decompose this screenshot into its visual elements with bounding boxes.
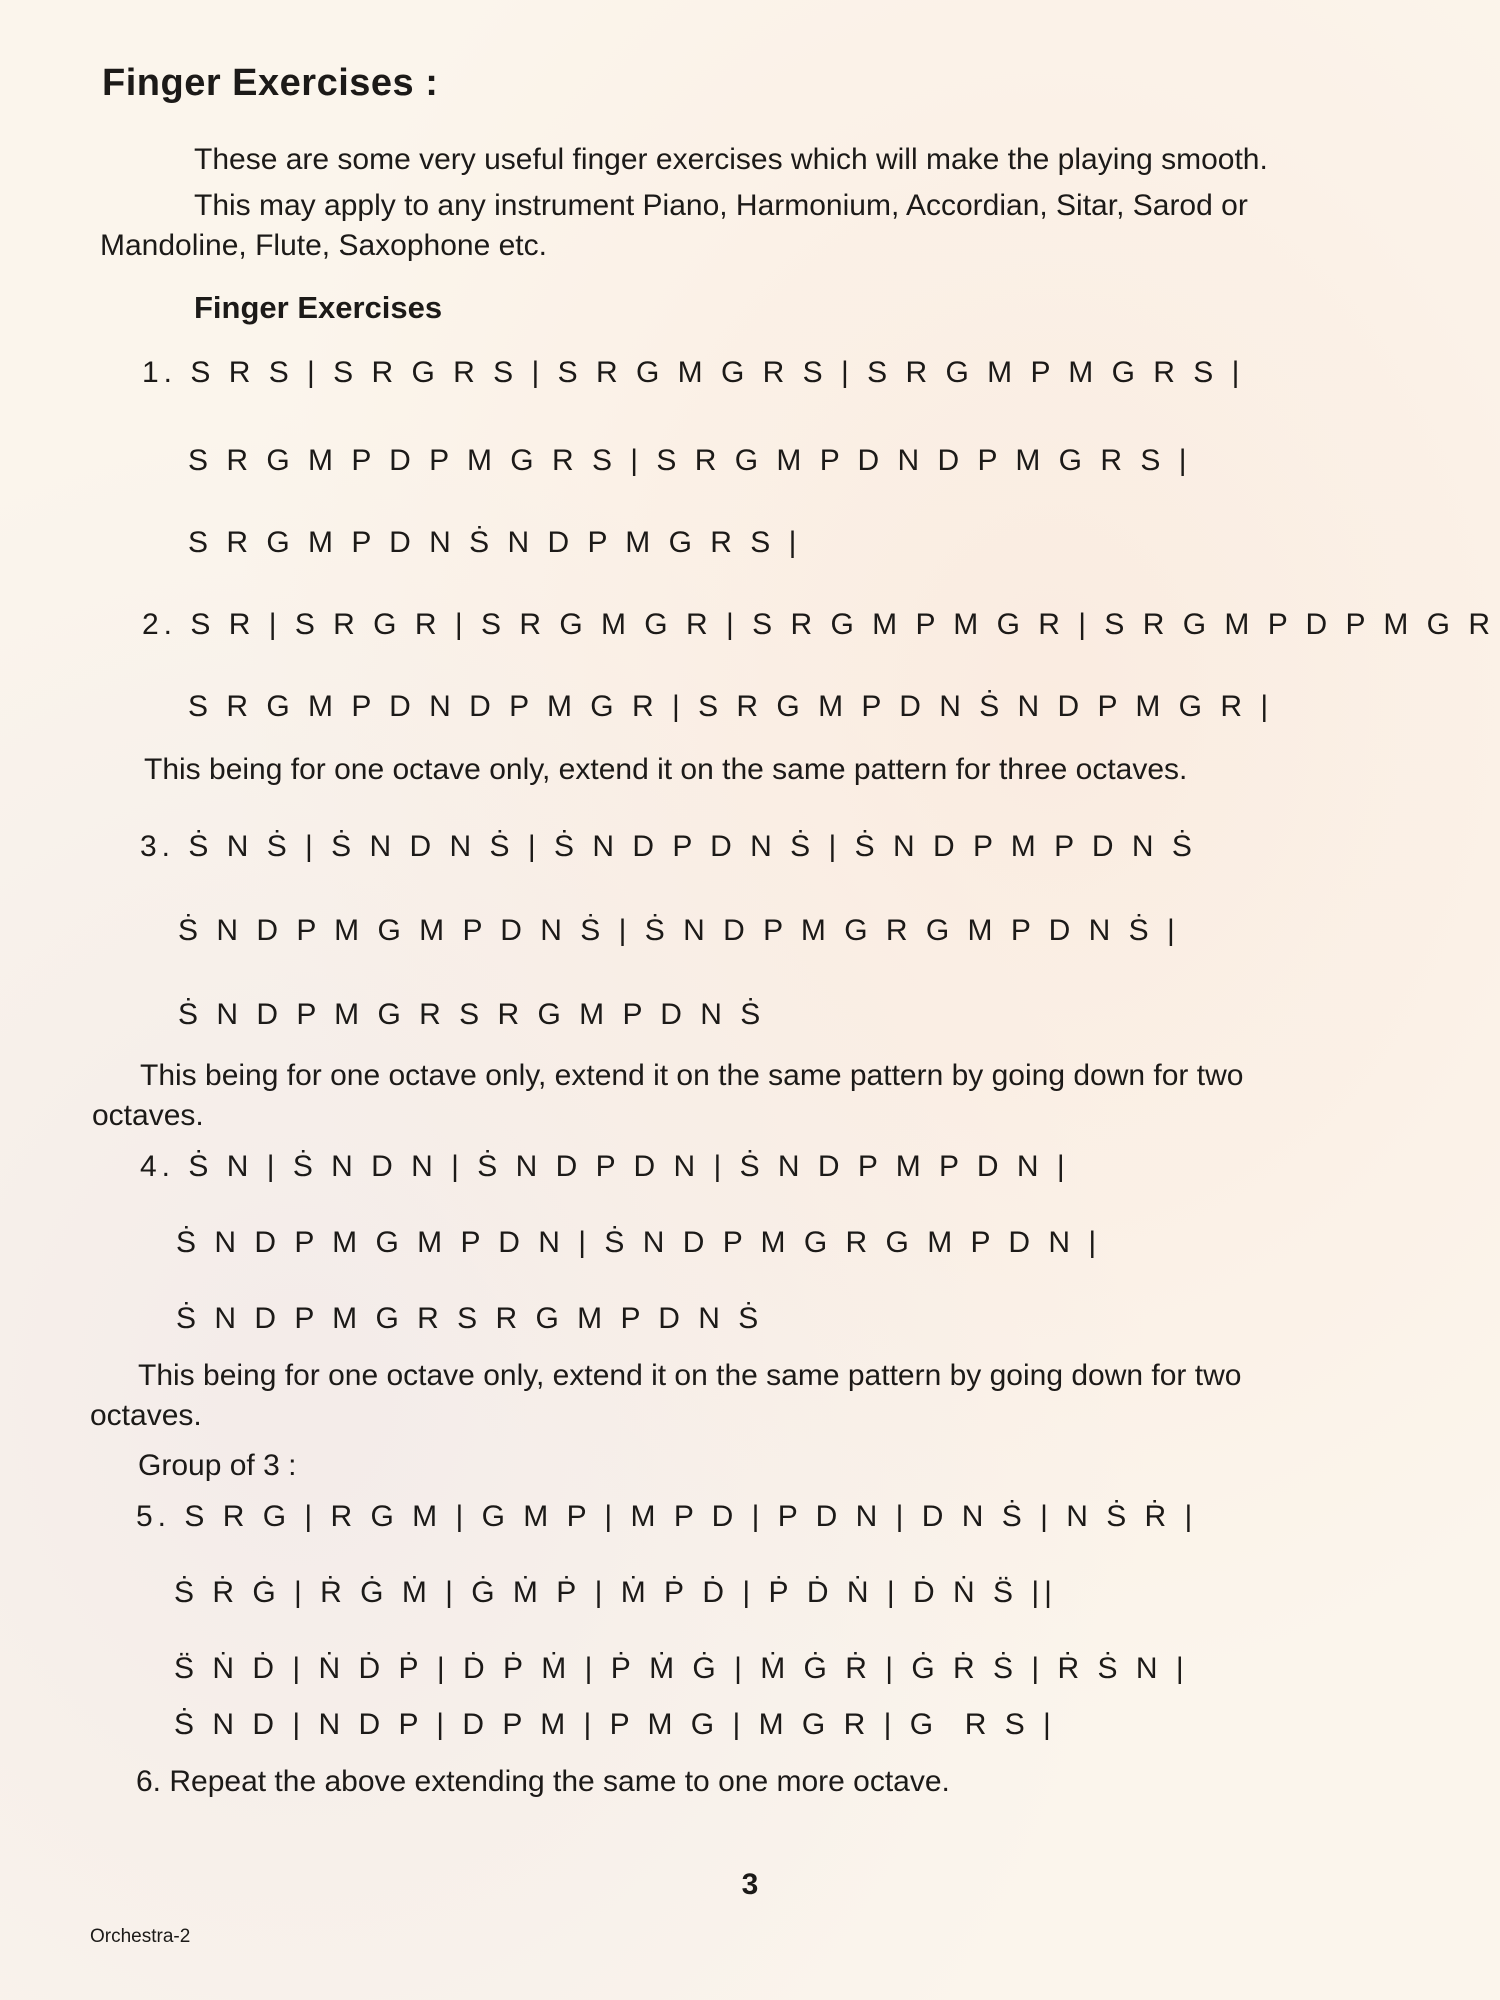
intro-line-1: These are some very useful finger exercises which will make the playing smooth. — [194, 143, 1268, 176]
footer-label: Orchestra-2 — [90, 1926, 191, 1947]
exercise-4-line-1: 4. Ṡ N | Ṡ N D N | Ṡ N D P D N | Ṡ N D P M P D N | — [140, 1150, 1070, 1183]
page-number: 3 — [741, 1868, 759, 1901]
exercise-3-line-1: 3. Ṡ N Ṡ | Ṡ N D N Ṡ | Ṡ N D P D N Ṡ | Ṡ N D P M P D N Ṡ — [140, 830, 1197, 863]
exercise-5-line-2: Ṡ Ṙ Ġ | Ṙ Ġ Ṁ | Ġ Ṁ Ṗ | Ṁ Ṗ Ḋ | Ṗ Ḋ Ṅ | Ḋ Ṅ S̈ || — [174, 1576, 1057, 1609]
group-of-3-label: Group of 3 : — [138, 1449, 297, 1482]
exercise-1-line-1: 1. S R S | S R G R S | S R G M G R S | S R G M P M G R S | — [142, 356, 1245, 389]
exercise-1-line-3: S R G M P D N Ṡ N D P M G R S | — [188, 526, 802, 559]
section-subtitle: Finger Exercises — [194, 290, 443, 325]
exercise-4-note: This being for one octave only, extend it on the same pattern by going down for two — [138, 1359, 1242, 1392]
exercise-5-line-4: Ṡ N D | N D P | D P M | P M G | M G R | G R S | — [174, 1708, 1056, 1741]
exercise-3-line-2: Ṡ N D P M G M P D N Ṡ | Ṡ N D P M G R G M P D N Ṡ | — [178, 914, 1180, 947]
exercise-1-line-2: S R G M P D P M G R S | S R G M P D N D P M G R S | — [188, 444, 1192, 477]
exercise-3-note: This being for one octave only, extend it on the same pattern by going down for two — [140, 1059, 1244, 1092]
intro-line-2: This may apply to any instrument Piano, Harmonium, Accordian, Sitar, Sarod or — [194, 189, 1248, 222]
exercise-3-note-cont: octaves. — [92, 1099, 204, 1132]
page-title: Finger Exercises : — [102, 62, 439, 104]
exercise-5-line-1: 5. S R G | R G M | G M P | M P D | P D N | D N Ṡ | N Ṡ Ṙ | — [136, 1500, 1198, 1533]
exercise-4-line-3: Ṡ N D P M G R S R G M P D N Ṡ — [176, 1302, 764, 1335]
exercise-2-line-2: S R G M P D N D P M G R | S R G M P D N Ṡ N D P M G R | — [188, 690, 1274, 723]
exercise-2-note: This being for one octave only, extend it on the same pattern for three octaves. — [144, 753, 1188, 786]
exercise-4-line-2: Ṡ N D P M G M P D N | Ṡ N D P M G R G M P D N | — [176, 1226, 1102, 1259]
intro-line-3: Mandoline, Flute, Saxophone etc. — [100, 229, 547, 262]
exercise-4-note-cont: octaves. — [90, 1399, 202, 1432]
exercise-5-line-3: S̈ Ṅ Ḋ | Ṅ Ḋ Ṗ | Ḋ Ṗ Ṁ | Ṗ Ṁ Ġ | Ṁ Ġ Ṙ | Ġ Ṙ Ṡ | Ṙ Ṡ N | — [174, 1652, 1189, 1685]
exercise-2-line-1: 2. S R | S R G R | S R G M G R | S R G M P M G R | S R G M P D P M G R — [142, 608, 1495, 641]
exercise-3-line-3: Ṡ N D P M G R S R G M P D N Ṡ — [178, 998, 766, 1031]
exercise-6-text: 6. Repeat the above extending the same to one more octave. — [136, 1765, 950, 1798]
